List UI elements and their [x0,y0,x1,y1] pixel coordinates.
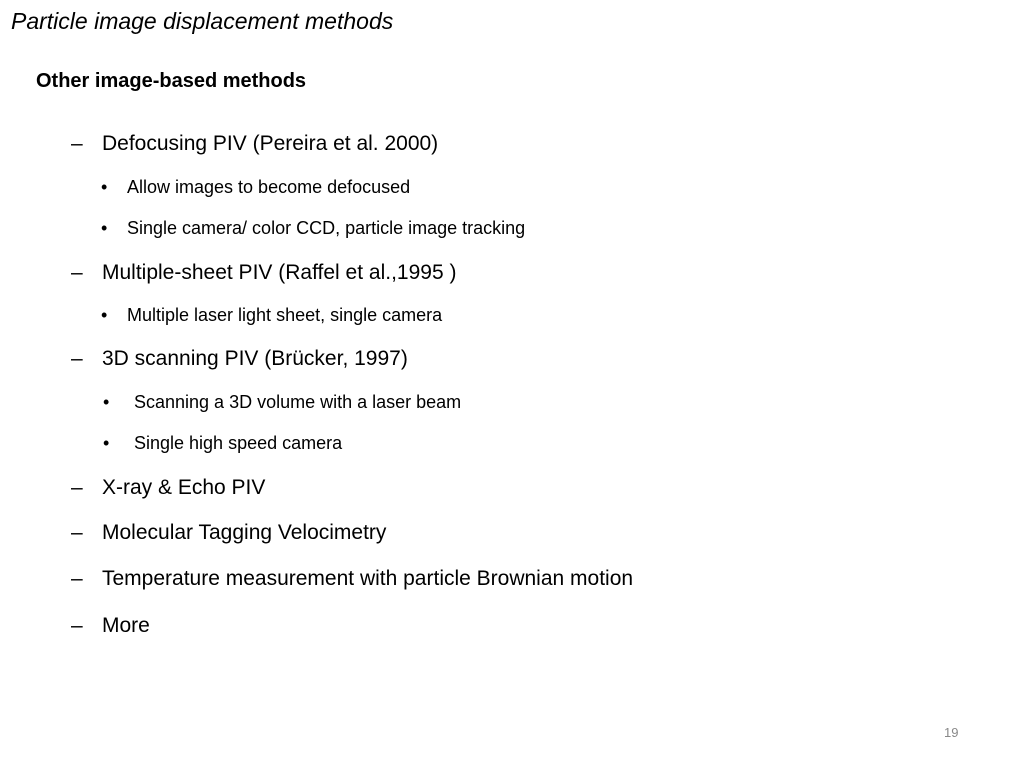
dash-marker: – [71,521,83,544]
sub-list-item-text: Single camera/ color CCD, particle image tracking [127,218,526,238]
sub-list-item-text: Allow images to become defocused [127,177,411,197]
page-number: 19 [944,725,959,740]
bullet-marker: • [103,433,110,453]
slide-title: Particle image displacement methods [11,8,394,34]
section-heading: Other image-based methods [36,70,307,92]
bullet-marker: • [103,392,110,412]
list-item-text: More [102,614,150,637]
dash-marker: – [71,476,83,499]
list-item-text: Defocusing PIV (Pereira et al. 2000) [102,132,439,155]
list-item-text: Temperature measurement with particle Brownian motion [102,567,634,590]
dash-marker: – [71,261,83,284]
bullet-marker: • [101,218,108,238]
dash-marker: – [71,132,83,155]
sub-list-item-text: Multiple laser light sheet, single camera [127,305,443,325]
dash-marker: – [71,567,83,590]
dash-marker: – [71,347,83,370]
list-item-text: Multiple-sheet PIV (Raffel et al.,1995 ) [102,261,457,284]
list-item-text: 3D scanning PIV (Brücker, 1997) [102,347,408,370]
bullet-marker: • [101,177,108,197]
list-item-text: X-ray & Echo PIV [102,476,266,499]
sub-list-item-text: Scanning a 3D volume with a laser beam [134,392,462,412]
dash-marker: – [71,614,83,637]
sub-list-item-text: Single high speed camera [134,433,343,453]
bullet-marker: • [101,305,108,325]
list-item-text: Molecular Tagging Velocimetry [102,521,387,544]
